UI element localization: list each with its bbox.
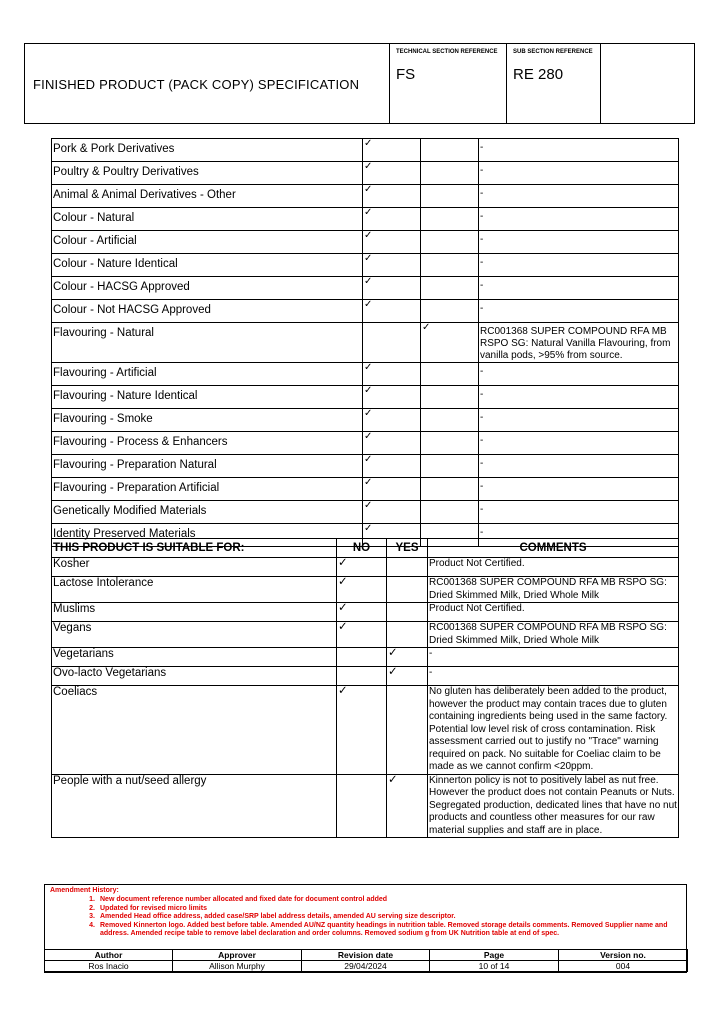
yes-cell: [421, 300, 479, 323]
yes-cell: [387, 622, 428, 648]
table-row: [52, 386, 679, 409]
table-row: [52, 277, 679, 300]
yes-cell: [387, 603, 428, 622]
comment-cell: -: [479, 363, 679, 386]
table-row: [52, 162, 679, 185]
footer-header: Version no.: [559, 950, 688, 961]
yes-cell: [421, 254, 479, 277]
sub-section-reference: [506, 44, 601, 123]
amendment-item: [50, 905, 675, 914]
comment-cell: -: [479, 524, 679, 547]
table-row: [52, 231, 679, 254]
comment-cell: -: [479, 432, 679, 455]
no-cell: [337, 648, 387, 667]
suitability-name: Coeliacs: [52, 686, 337, 775]
yes-cell: [421, 208, 479, 231]
table-row: [52, 622, 679, 648]
table-row: [52, 363, 679, 386]
yes-cell: [421, 432, 479, 455]
table-row: [52, 185, 679, 208]
amendment-number: 4.: [89, 921, 95, 929]
footer-header: Approver: [173, 950, 302, 961]
sub-ref-value: RE 280: [513, 66, 564, 83]
yes-cell: [421, 409, 479, 432]
ingredient-name: Genetically Modified Materials: [52, 501, 363, 524]
amendment-item: [50, 896, 675, 905]
suitability-name: Lactose Intolerance: [52, 577, 337, 603]
tech-ref-label: TECHNICAL SECTION REFERENCE: [396, 49, 498, 55]
footer-value: Allison Murphy: [173, 961, 302, 972]
yes-cell: [421, 455, 479, 478]
no-cell: ✓: [363, 162, 421, 185]
suitability-name: Kosher: [52, 558, 337, 577]
ingredient-name: Pork & Pork Derivatives: [52, 139, 363, 162]
table-row: [52, 323, 679, 363]
footer-value: 29/04/2024: [302, 961, 430, 972]
comment-cell: -: [428, 648, 679, 667]
table-row: [52, 686, 679, 775]
table-row: [52, 501, 679, 524]
comment-cell: RC001368 SUPER COMPOUND RFA MB RSPO SG: Natural Vanilla Flavouring, from vanilla pods, >95% from source.: [479, 323, 679, 363]
no-cell: ✓: [337, 603, 387, 622]
no-cell: ✓: [363, 185, 421, 208]
ingredient-name: Flavouring - Natural: [52, 323, 363, 363]
ingredient-name: Colour - Not HACSG Approved: [52, 300, 363, 323]
table-row: [52, 455, 679, 478]
amendment-number: 2.: [89, 904, 95, 912]
suitability-name: Muslims: [52, 603, 337, 622]
comment-cell: -: [479, 254, 679, 277]
col-yes-header: YES: [387, 539, 428, 558]
amendment-text: Updated for revised micro limits: [100, 904, 207, 912]
footer-header: Page: [430, 950, 559, 961]
comment-cell: -: [479, 455, 679, 478]
ingredients-table: [51, 138, 679, 547]
ingredient-name: Flavouring - Preparation Natural: [52, 455, 363, 478]
table-row: [52, 139, 679, 162]
suitability-header: THIS PRODUCT IS SUITABLE FOR:: [52, 539, 337, 558]
no-cell: ✓: [363, 386, 421, 409]
no-cell: ✓: [337, 558, 387, 577]
amendment-item: [50, 922, 675, 939]
no-cell: ✓: [363, 208, 421, 231]
col-no-header: NO: [337, 539, 387, 558]
table-row: [52, 432, 679, 455]
table-row: [52, 577, 679, 603]
no-cell: [337, 774, 387, 838]
yes-cell: [421, 162, 479, 185]
yes-cell: [421, 277, 479, 300]
table-row: [52, 603, 679, 622]
comment-cell: RC001368 SUPER COMPOUND RFA MB RSPO SG: Dried Skimmed Milk, Dried Whole Milk: [428, 622, 679, 648]
sub-ref-label: SUB SECTION REFERENCE: [513, 49, 593, 55]
amendment-history-title: Amendment History:: [50, 887, 119, 894]
no-cell: ✓: [363, 409, 421, 432]
ingredient-name: Flavouring - Artificial: [52, 363, 363, 386]
yes-cell: [421, 231, 479, 254]
comment-cell: Product Not Certified.: [428, 558, 679, 577]
no-cell: ✓: [337, 622, 387, 648]
header-box: [24, 43, 695, 124]
yes-cell: [421, 478, 479, 501]
ingredient-name: Colour - Natural: [52, 208, 363, 231]
table-row: [52, 667, 679, 686]
table-row: [52, 648, 679, 667]
footer-value: 004: [559, 961, 688, 972]
yes-cell: [421, 386, 479, 409]
table-row: [52, 478, 679, 501]
table-row: [52, 558, 679, 577]
comment-cell: -: [479, 409, 679, 432]
yes-cell: ✓: [387, 774, 428, 838]
no-cell: ✓: [363, 524, 421, 547]
comment-cell: -: [479, 386, 679, 409]
comment-cell: -: [479, 478, 679, 501]
no-cell: ✓: [363, 254, 421, 277]
no-cell: ✓: [337, 577, 387, 603]
footer-header: Author: [45, 950, 173, 961]
yes-cell: [421, 501, 479, 524]
amendment-number: 1.: [89, 896, 95, 903]
ingredient-name: Colour - Artificial: [52, 231, 363, 254]
comment-cell: -: [479, 277, 679, 300]
comment-cell: RC001368 SUPER COMPOUND RFA MB RSPO SG: Dried Skimmed Milk, Dried Whole Milk: [428, 577, 679, 603]
comment-cell: -: [479, 300, 679, 323]
no-cell: ✓: [363, 478, 421, 501]
no-cell: ✓: [363, 231, 421, 254]
no-cell: ✓: [363, 139, 421, 162]
ingredient-name: Flavouring - Process & Enhancers: [52, 432, 363, 455]
amendment-number: 3.: [89, 913, 95, 920]
comment-cell: Product Not Certified.: [428, 603, 679, 622]
ingredient-name: Flavouring - Nature Identical: [52, 386, 363, 409]
yes-cell: [421, 363, 479, 386]
yes-cell: ✓: [387, 648, 428, 667]
technical-section-reference: [389, 44, 507, 123]
amendment-text: New document reference number allocated and fixed date for document control added: [100, 896, 388, 903]
no-cell: ✓: [337, 686, 387, 775]
yes-cell: [387, 558, 428, 577]
comment-cell: -: [479, 501, 679, 524]
col-comments-header: COMMENTS: [428, 539, 679, 558]
ingredient-name: Poultry & Poultry Derivatives: [52, 162, 363, 185]
comment-cell: Kinnerton policy is not to positively label as nut free. However the product does not contain Peanuts or Nuts. Segregated production, dedicated lines that have no nut products and countless other measures for our raw material supplies and staff are in place.: [429, 774, 677, 836]
comment-cell: -: [479, 139, 679, 162]
table-row: [52, 409, 679, 432]
document-control-table: [44, 949, 688, 972]
yes-cell: [421, 139, 479, 162]
amendment-list: [50, 896, 675, 939]
table-row: [52, 208, 679, 231]
comment-cell: -: [428, 667, 679, 686]
ingredient-name: Identity Preserved Materials: [52, 524, 363, 547]
suitability-name: Vegans: [52, 622, 337, 648]
comment-cell: -: [479, 185, 679, 208]
table-row: [52, 300, 679, 323]
amendment-item: [50, 913, 675, 922]
amendment-text: Amended Head office address, added case/SRP label address details, amended AU serving size descriptor.: [100, 913, 456, 920]
no-cell: ✓: [363, 300, 421, 323]
table-row: [52, 254, 679, 277]
table-row: [52, 774, 679, 838]
suitability-table: [51, 538, 679, 838]
yes-cell: [387, 686, 428, 775]
tech-ref-value: FS: [396, 66, 416, 83]
footer-value: Ros Inacio: [45, 961, 173, 972]
header-empty-cell: [600, 44, 695, 123]
ingredient-name: Flavouring - Smoke: [52, 409, 363, 432]
comment-cell: -: [479, 231, 679, 254]
no-cell: ✓: [363, 432, 421, 455]
no-cell: ✓: [363, 455, 421, 478]
amendment-text: Removed Kinnerton logo. Added best before table. Amended AU/NZ quantity headings in nutrition table. Removed storage details comments. Removed Supplier name and address. Amended recipe table to remove label declaration and order columns. Removed sodium g from UK Nutrition table at end of spec.: [100, 921, 668, 937]
suitability-name: Ovo-lacto Vegetarians: [52, 667, 337, 686]
comment-cell: -: [479, 208, 679, 231]
comment-cell: -: [479, 162, 679, 185]
ingredient-name: Colour - HACSG Approved: [52, 277, 363, 300]
yes-cell: ✓: [421, 323, 479, 363]
footer-header: Revision date: [302, 950, 430, 961]
yes-cell: [421, 185, 479, 208]
no-cell: ✓: [363, 277, 421, 300]
no-cell: ✓: [363, 363, 421, 386]
yes-cell: ✓: [387, 667, 428, 686]
suitability-name: Vegetarians: [52, 648, 337, 667]
comment-cell: No gluten has deliberately been added to the product, however the product may contain traces due to gluten containing ingredients being used in the same factory. Potential low level risk of cross contamination. Risk assessment carried out to justify no "Trace" warning required on pack. No suitable for Coeliac claim to be made as we cannot confirm <20ppm.: [428, 686, 679, 775]
document-title: FINISHED PRODUCT (PACK COPY) SPECIFICATION: [33, 77, 360, 92]
yes-cell: [387, 577, 428, 603]
no-cell: [363, 323, 421, 363]
no-cell: ✓: [363, 501, 421, 524]
ingredient-name: Flavouring - Preparation Artificial: [52, 478, 363, 501]
footer-value: 10 of 14: [430, 961, 559, 972]
ingredient-name: Animal & Animal Derivatives - Other: [52, 185, 363, 208]
ingredient-name: Colour - Nature Identical: [52, 254, 363, 277]
suitability-name: People with a nut/seed allergy: [52, 774, 337, 838]
no-cell: [337, 667, 387, 686]
